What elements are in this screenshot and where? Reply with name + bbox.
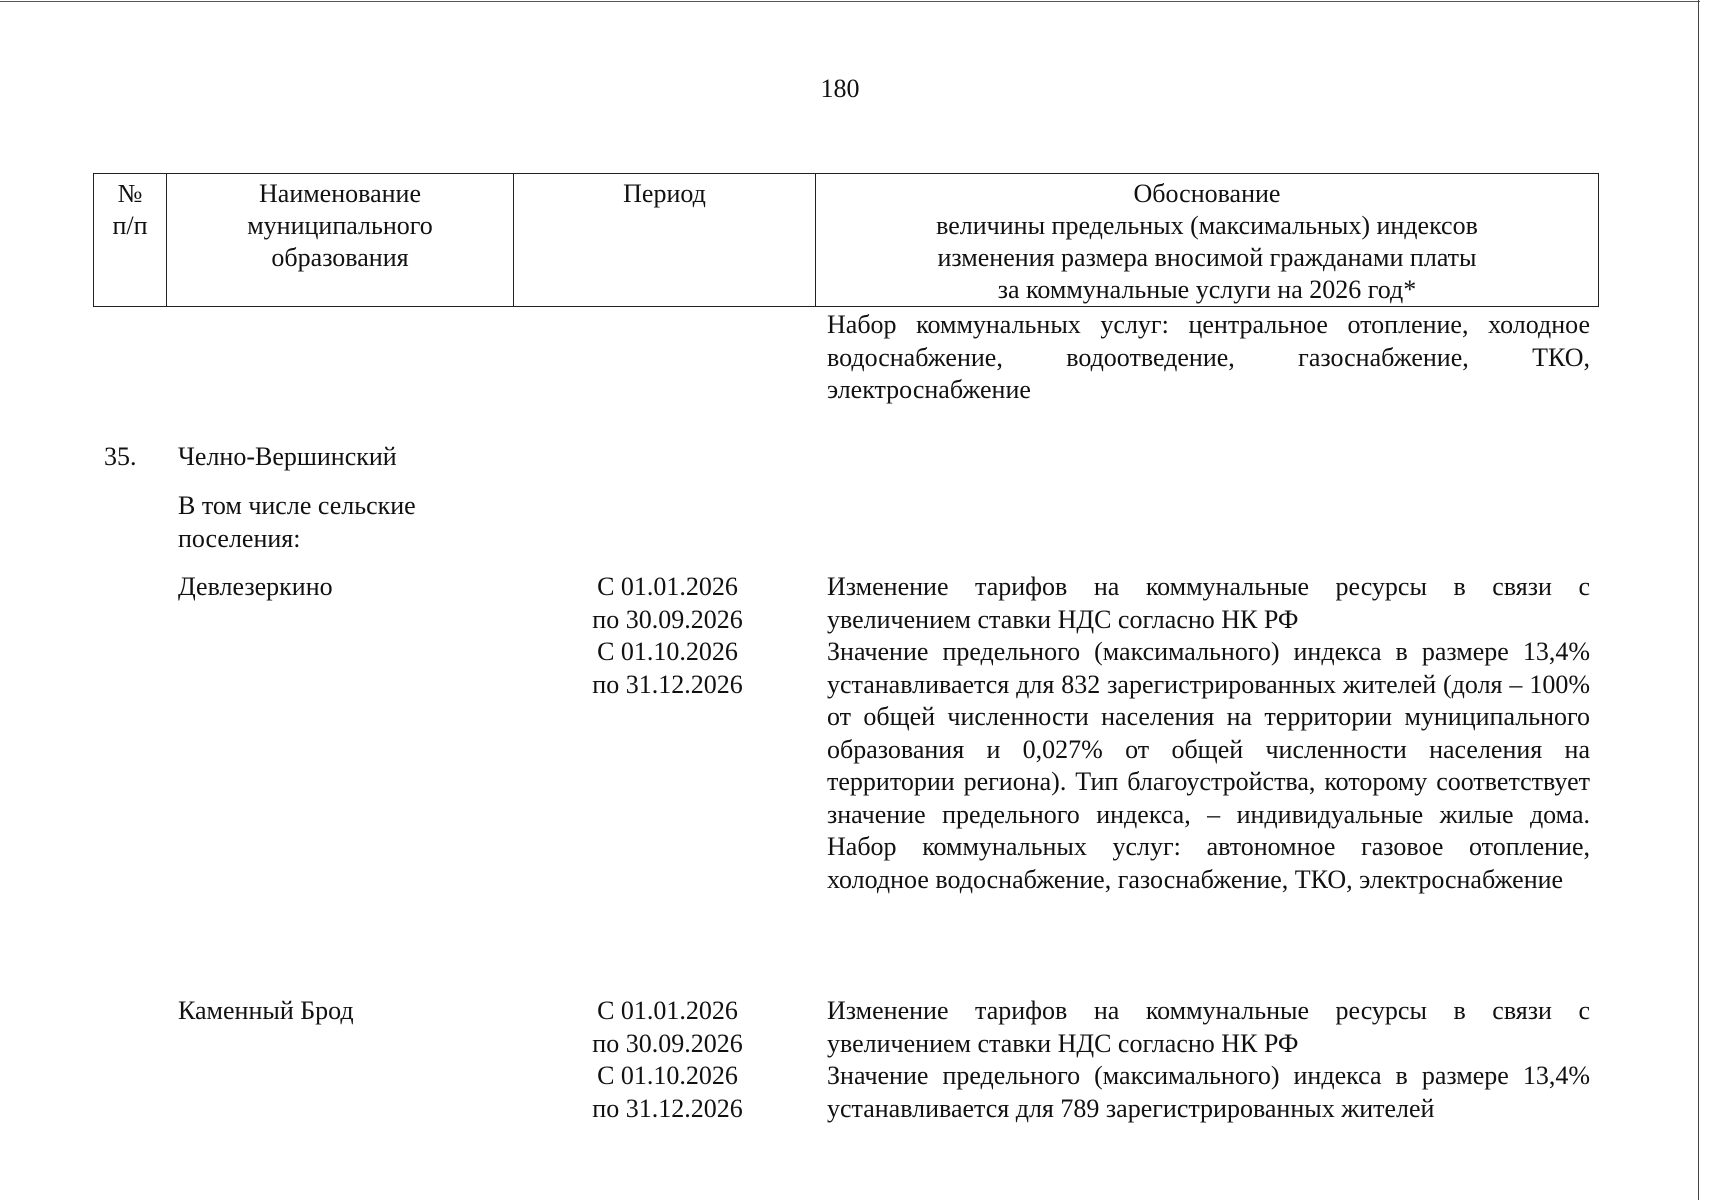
settlements-subheading: В том числе сельские поселения: [178,491,416,553]
settlement-basis [827,995,1590,1125]
period-date: по 31.12.2026 [592,1093,743,1123]
right-border-line [1698,0,1699,1200]
settlement-name: Девлезеркино [178,572,333,601]
period-date: по 31.12.2026 [592,669,743,699]
settlement-name: Каменный Брод [178,996,354,1025]
header-name-line: образования [271,243,409,272]
page-number: 180 [820,74,860,103]
header-name-cell [167,174,514,306]
period-date: по 30.09.2026 [592,604,743,634]
top-border-line [0,1,1700,2]
continuation-paragraph: Набор коммунальных услуг: центральное отопление, холодное водоснабжение, водоотведение, газоснабжение, ТКО, электроснабжение [827,310,1590,404]
header-period-cell [514,174,816,306]
settlement-periods [575,571,760,701]
period-date: С 01.10.2026 [597,637,738,666]
basis-paragraph: Значение предельного (максимального) индекса в размере 13,4% устанавливается для 789 зарегистрированных жителей [827,1061,1590,1123]
entry-number: 35. [104,442,137,471]
header-name-line: Наименование [259,179,421,208]
header-basis-cell [816,174,1598,306]
basis-paragraph: Изменение тарифов на коммунальные ресурсы в связи с увеличением ставки НДС согласно НК РФ [827,996,1590,1058]
period-date: по 30.09.2026 [592,1028,743,1058]
basis-paragraph: Изменение тарифов на коммунальные ресурсы в связи с увеличением ставки НДС согласно НК РФ [827,572,1590,634]
header-basis-line: Обоснование [1133,179,1281,208]
period-date: С 01.01.2026 [597,572,738,601]
basis-paragraph: Значение предельного (максимального) индекса в размере 13,4% устанавливается для 832 зарегистрированных жителей (доля – 100% от общей численности населения на территории муниципального образования и 0,027% от общей численности населения на территории региона). Тип благоустройства, которому соответствует значение предельного индекса, – индивидуальные жилые дома. Набор коммунальных услуг: автономное газовое отопление, холодное водоснабжение, газоснабжение, ТКО, электроснабжение [827,637,1590,894]
municipality-name: Челно-Вершинский [178,442,397,471]
table-header [93,173,1599,307]
header-number-cell [94,174,167,306]
period-date: С 01.01.2026 [597,996,738,1025]
header-basis-line: изменения размера вносимой гражданами платы [937,243,1477,272]
header-basis-line: за коммунальные услуги на 2026 год* [997,275,1417,304]
settlement-basis [827,571,1590,896]
header-period-line: Период [623,179,706,208]
header-number-line: № [117,179,143,208]
period-date: С 01.10.2026 [597,1061,738,1090]
header-basis-line: величины предельных (максимальных) индексов [936,211,1478,240]
header-number-line: п/п [112,211,148,240]
header-name-line: муниципального [247,211,433,240]
settlement-periods [575,995,760,1125]
